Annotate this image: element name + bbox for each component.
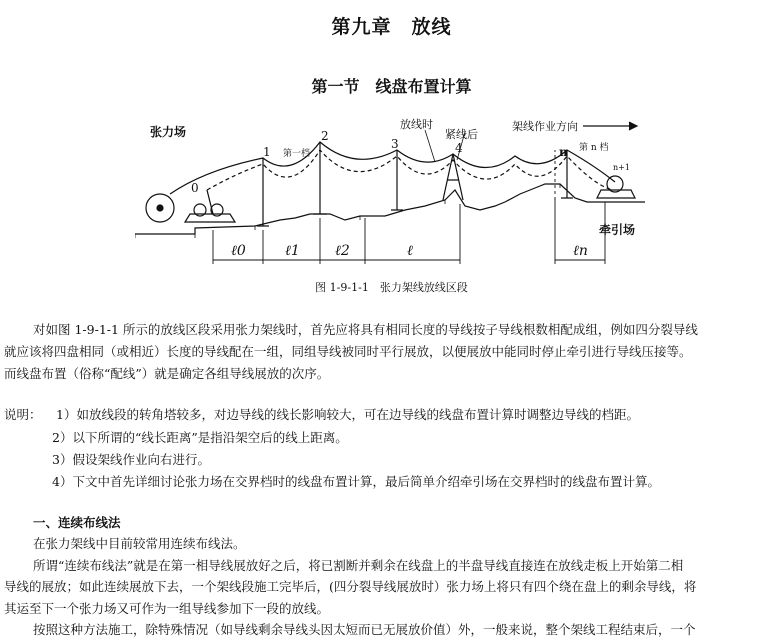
tension-field-label: 张力场 [150,125,187,139]
span-l-label: ℓ [407,243,413,259]
notes-prefix: 说明： [4,407,42,422]
first-span-label: 第一档 [283,149,311,159]
tower-2 [313,142,327,214]
span-ln-label: ℓn [573,243,588,259]
nth-span-label: 第 n 档 [579,143,609,153]
note-item: 1）如放线段的转角塔较多，对边导线的线长影响较大，可在边导线的线盘布置计算时调整边导线的档距。 [56,407,639,422]
tower-4-label: 4 [455,141,463,155]
tower-3-label: 3 [391,137,399,151]
tower-n1-label: n+1 [613,163,630,172]
tower-n-label: n [559,145,568,159]
tower-0 [207,190,213,214]
paragraph-line: 所谓“连续布线法”就是在第一相导线展放好之后，将已割断并剩余在线盘上的半盘导线直接连在放线走板上开始第二相 [33,558,684,573]
span-l0-label: ℓ0 [231,243,246,259]
subsection-heading: 一、连续布线法 [33,515,121,530]
section-title: 第一节 线盘布置计算 [311,77,472,96]
paragraph-line: 对如图 1-9-1-1 所示的放线区段采用张力架线时，首先应将具有相同长度的导线按子导线根数相配成组，例如四分裂导线 [33,322,698,337]
pulling-machine [597,190,635,198]
span-l1-label: ℓ1 [285,243,300,259]
pulling-field-label: 牵引场 [599,223,636,237]
chapter-title: 第九章 放线 [331,16,452,38]
tensioner-machine [185,214,235,222]
note-item: 3）假设架线作业向右进行。 [52,452,210,467]
paragraph-line: 导线的展放；如此连续展放下去，一个架线段施工完毕后，(四分裂导线展放时）张力场上将只有四个绕在盘上的剩余导线，将 [4,579,697,594]
direction-label: 架线作业方向 [512,120,578,133]
note-item: 2）以下所谓的“线长距离”是指沿架空后的线上距离。 [52,430,348,445]
stringing-section-figure [135,110,645,270]
span-l2-label: ℓ2 [335,243,350,259]
paragraph-line: 其运至下一个张力场又可作为一组导线参加下一段的放线。 [4,601,330,616]
after-tightening-label: 紧线后 [445,128,478,141]
while-stringing-label: 放线时 [400,118,433,131]
note-item: 4）下文中首先详细讨论张力场在交界档时的线盘布置计算，最后简单介绍牵引场在交界档时的线盘布置计算。 [52,474,660,489]
paragraph-line: 而线盘布置（俗称“配线”）就是确定各组导线展放的次序。 [4,366,330,381]
paragraph-line: 就应该将四盘相同（或相近）长度的导线配在一组，同组导线被同时平行展放，以便展放中能同时停止牵引进行导线压接等。 [4,344,692,359]
paragraph-line: 按照这种方法施工，除特殊情况（如导线剩余导线头因太短而已无展放价值）外，一般来说，整个架线工程结束后，一个 [33,622,696,637]
tower-2-label: 2 [321,129,329,143]
tower-0-label: 0 [191,181,199,195]
paragraph-line: 在张力架线中目前较常用连续布线法。 [33,536,246,551]
tower-1-label: 1 [263,145,271,159]
tower-1 [257,158,269,226]
figure-caption: 图 1-9-1-1 张力架线放线区段 [315,281,468,294]
